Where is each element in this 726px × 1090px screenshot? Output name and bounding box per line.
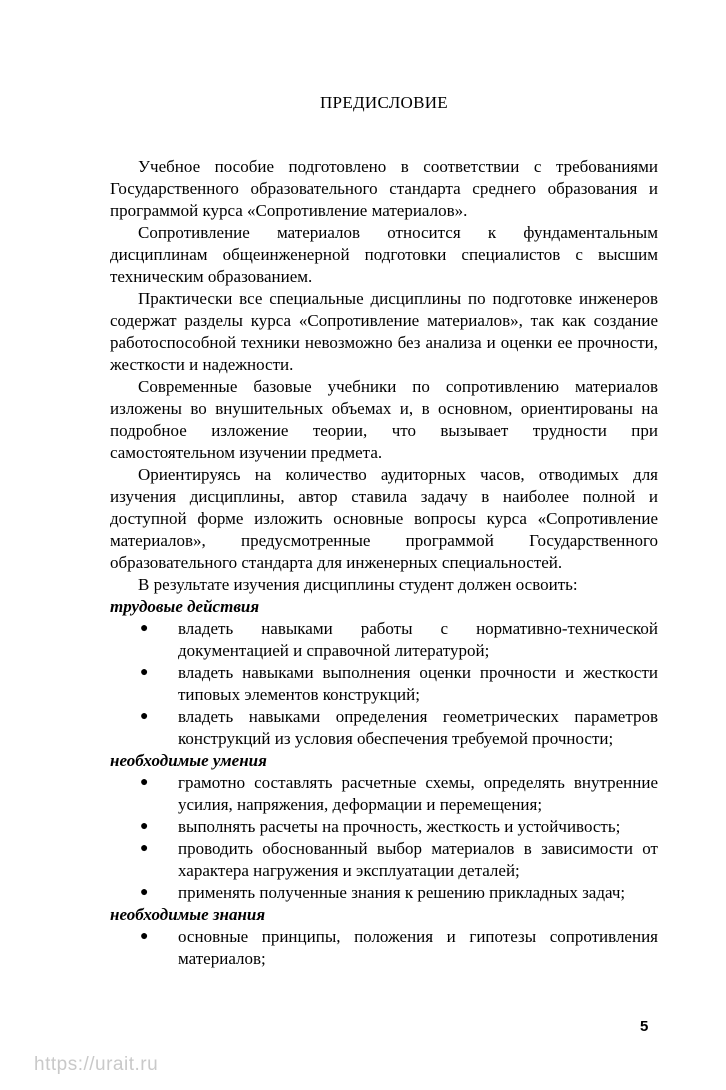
list-item: ● выполнять расчеты на прочность, жесткость и устойчивость; <box>140 817 621 836</box>
bullet-icon: ● <box>140 929 149 944</box>
paragraph <box>110 288 658 376</box>
page-content <box>110 92 658 970</box>
bullet-icon: ● <box>140 621 149 636</box>
list-item: ● владеть навыками выполнения оценки прочности и жесткости типовых элементов конструкций; <box>140 663 658 704</box>
watermark-url[interactable]: https://urait.ru <box>34 1054 159 1075</box>
bullet-icon: ● <box>140 665 149 680</box>
bullet-icon: ● <box>140 709 149 724</box>
bullet-list <box>110 772 658 904</box>
list-item: ● владеть навыками работы с нормативно-технической документацией и справочной литературой; <box>140 619 658 660</box>
list-item: ● проводить обоснованный выбор материалов в зависимости от характера нагружения и эксплуатации деталей; <box>140 839 658 880</box>
paragraph <box>110 134 658 222</box>
bullet-list <box>110 926 658 970</box>
bullet-icon: ● <box>140 841 149 856</box>
intro-line-text: В результате изучения дисциплины студент должен освоить: <box>138 575 578 594</box>
list-item: ● основные принципы, положения и гипотезы сопротивления материалов; <box>140 927 658 968</box>
paragraph-text: Практически все специальные дисциплины по подготовке инженеров содержат разделы курса «Сопротивление материалов», так как создание работоспособной техники невозможно без анализа и оценки ее прочности, жесткости и надежности. <box>110 289 658 374</box>
paragraph <box>110 222 658 288</box>
section-heading: трудовые действия <box>110 597 260 616</box>
bullet-list <box>110 618 658 750</box>
section-heading: необходимые знания <box>110 905 266 924</box>
list-item: ● применять полученные знания к решению прикладных задач; <box>140 883 626 902</box>
bullet-icon: ● <box>140 775 149 790</box>
section-heading: необходимые умения <box>110 751 267 770</box>
paragraph-text: Современные базовые учебники по сопротивлению материалов изложены во внушительных объемах и, в основном, ориентированы на подробное изложение теории, что вызывает трудности при самостоятельном изучении предмета. <box>110 377 658 462</box>
bullet-icon: ● <box>140 819 149 834</box>
paragraph-text: Учебное пособие подготовлено в соответствии с требованиями Государственного образовательного стандарта среднего образования и программой курса «Сопротивление материалов». <box>110 157 658 220</box>
paragraph-text: Ориентируясь на количество аудиторных часов, отводимых для изучения дисциплины, автор ставила задачу в наиболее полной и доступной форме изложить основные вопросы курса «Сопротивление материалов», предусмотренные программой Государственного образовательного стандарта для инженерных специальностей. <box>110 465 658 572</box>
bullet-icon: ● <box>140 885 149 900</box>
paragraph-text: Сопротивление материалов относится к фундаментальным дисциплинам общеинженерной подготовки специалистов с высшим техническим образованием. <box>110 223 658 286</box>
paragraph <box>110 464 658 574</box>
list-item: ● владеть навыками определения геометрических параметров конструкций из условия обеспечения требуемой прочности; <box>140 707 658 748</box>
page-number: 5 <box>640 1018 649 1035</box>
list-item: ● грамотно составлять расчетные схемы, определять внутренние усилия, напряжения, деформации и перемещения; <box>140 773 658 814</box>
intro-line <box>110 574 658 596</box>
paragraph <box>110 376 658 464</box>
page-title: ПРЕДИСЛОВИЕ <box>319 93 448 112</box>
